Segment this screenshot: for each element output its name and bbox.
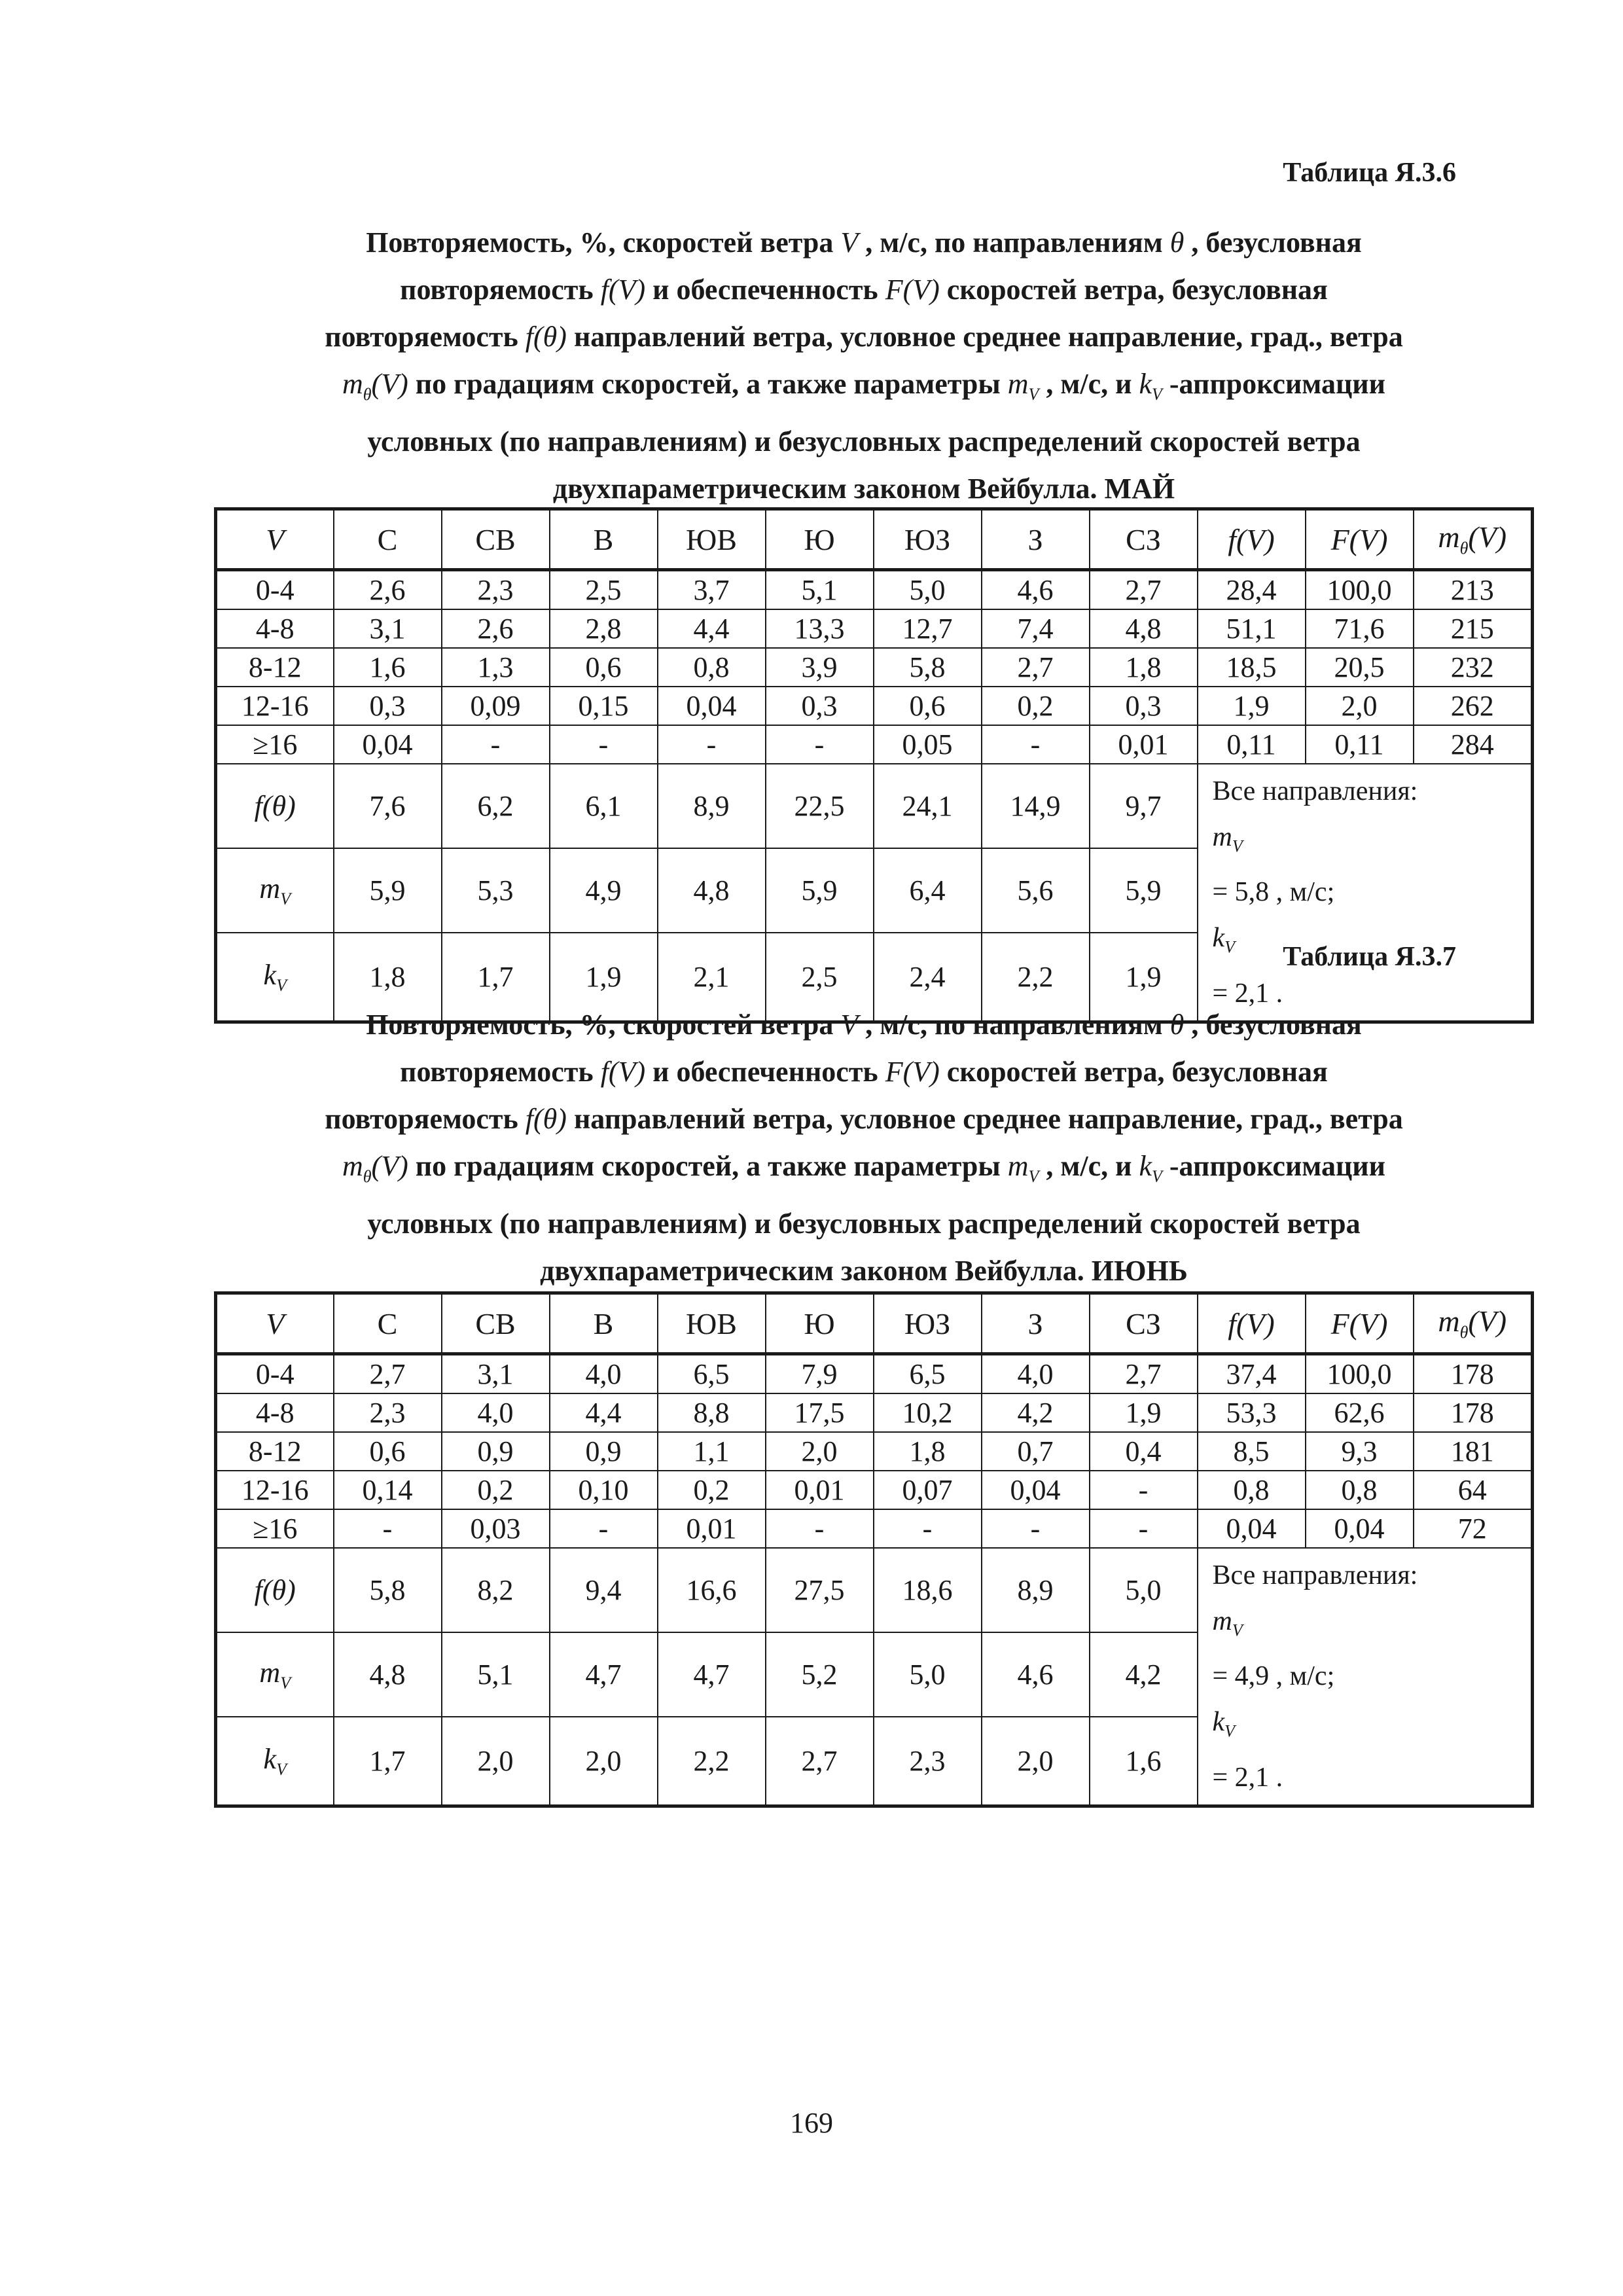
table-cell: 4,7	[658, 1632, 766, 1717]
table-cell: 0,6	[334, 1432, 442, 1471]
table-cell: 5,2	[766, 1632, 874, 1717]
table-cell: 0,4	[1090, 1432, 1198, 1471]
table-cell: -	[1090, 1509, 1198, 1548]
caption-line: двухпараметрическим законом Вейбулла. МАЙ	[552, 472, 1175, 505]
table-cell: 5,8	[874, 648, 982, 687]
table-cell: 20,5	[1306, 648, 1414, 687]
table-cell: 213	[1414, 570, 1533, 610]
table-cell: 5,1	[766, 570, 874, 610]
table-cell: -	[334, 1509, 442, 1548]
table-cell: 2,0	[442, 1717, 550, 1806]
table-cell: 4,6	[982, 570, 1090, 610]
table-cell: 5,6	[982, 848, 1090, 933]
parameter-row	[216, 1548, 1533, 1632]
table-label: Таблица Я.3.6	[1283, 158, 1456, 188]
table-cell: 0,2	[442, 1471, 550, 1509]
table-cell: 8,5	[1198, 1432, 1306, 1471]
table-cell: 0,09	[442, 687, 550, 725]
table-cell: 0,9	[550, 1432, 658, 1471]
table-cell: 0,01	[1090, 725, 1198, 764]
table-cell: 6,2	[442, 764, 550, 848]
parameter-name: f(θ)	[216, 1548, 334, 1632]
table-cell: 8,8	[658, 1393, 766, 1432]
table-cell: 6,5	[658, 1354, 766, 1394]
column-header: $m_\theta(V)$	[1414, 1293, 1533, 1354]
table-cell: 0,9	[442, 1432, 550, 1471]
caption-line: $m_\theta(V)$ по градациям скоростей, а также параметры $m_V$ , м/с, и $k_V$ -аппроксимации	[342, 368, 1386, 404]
table-cell: 5,8	[334, 1548, 442, 1632]
table-cell: 64	[1414, 1471, 1533, 1509]
table-cell: 0,04	[658, 687, 766, 725]
table-row	[216, 1393, 1533, 1432]
table-cell: -	[442, 725, 550, 764]
table-header-row	[216, 509, 1533, 570]
table-cell: 22,5	[766, 764, 874, 848]
table-cell: 2,5	[550, 570, 658, 610]
table-cell: 0,04	[1306, 1509, 1414, 1548]
table-cell: 2,1	[658, 933, 766, 1022]
all-directions-summary	[1198, 1548, 1533, 1806]
table-cell: 12,7	[874, 609, 982, 648]
column-header: СВ	[442, 509, 550, 570]
table-header-row	[216, 1293, 1533, 1354]
parameter-name: $m_V$	[216, 1632, 334, 1717]
table-cell: 1,9	[1090, 1393, 1198, 1432]
column-header: f(V)	[1198, 1293, 1306, 1354]
table-cell: -	[982, 1509, 1090, 1548]
table-cell: -	[766, 1509, 874, 1548]
column-header: V	[216, 509, 334, 570]
table-caption	[216, 219, 1512, 512]
table-cell: 5,1	[442, 1632, 550, 1717]
table-cell: 9,4	[550, 1548, 658, 1632]
table-cell: 2,0	[550, 1717, 658, 1806]
table-cell: 3,9	[766, 648, 874, 687]
table-cell: 71,6	[1306, 609, 1414, 648]
table-cell: 3,1	[334, 609, 442, 648]
table-cell: 2,6	[334, 570, 442, 610]
table-cell: 1,8	[874, 1432, 982, 1471]
table-cell: 9,7	[1090, 764, 1198, 848]
table-cell: 7,9	[766, 1354, 874, 1394]
summary-mv: $m_V$ = 4,9 , м/с;	[1212, 1606, 1335, 1692]
caption-line: Повторяемость, %, скоростей ветра V , м/с, по направлениям θ , безусловная	[366, 1009, 1362, 1041]
column-header: V	[216, 1293, 334, 1354]
table-cell: 0-4	[216, 1354, 334, 1394]
table-row	[216, 1471, 1533, 1509]
column-header: $m_\theta(V)$	[1414, 509, 1533, 570]
table-cell: -	[874, 1509, 982, 1548]
table-cell: 13,3	[766, 609, 874, 648]
table-cell: -	[550, 1509, 658, 1548]
table-cell: 1,8	[1090, 648, 1198, 687]
table-cell: 9,3	[1306, 1432, 1414, 1471]
table-cell: 4,9	[550, 848, 658, 933]
table-cell: 0,07	[874, 1471, 982, 1509]
table-cell: 1,9	[1090, 933, 1198, 1022]
table-cell: 8,9	[982, 1548, 1090, 1632]
table-cell: 12-16	[216, 687, 334, 725]
table-cell: 4,4	[658, 609, 766, 648]
table-cell: 10,2	[874, 1393, 982, 1432]
table-cell: 0,3	[334, 687, 442, 725]
column-header: ЮВ	[658, 509, 766, 570]
table-cell: 2,3	[334, 1393, 442, 1432]
table-cell: 8,2	[442, 1548, 550, 1632]
table-cell: 0,05	[874, 725, 982, 764]
table-cell: 3,7	[658, 570, 766, 610]
table-cell: 27,5	[766, 1548, 874, 1632]
table-cell: 181	[1414, 1432, 1533, 1471]
table-cell: 2,6	[442, 609, 550, 648]
table-cell: 0,8	[1306, 1471, 1414, 1509]
table-cell: 4,0	[550, 1354, 658, 1394]
table-cell: 2,7	[982, 648, 1090, 687]
table-cell: 6,5	[874, 1354, 982, 1394]
table-cell: 1,9	[1198, 687, 1306, 725]
table-cell: 178	[1414, 1393, 1533, 1432]
table-cell: 2,3	[442, 570, 550, 610]
column-header: Ю	[766, 509, 874, 570]
table-cell: 2,4	[874, 933, 982, 1022]
table-cell: 4,6	[982, 1632, 1090, 1717]
caption-line: Повторяемость, %, скоростей ветра V , м/с, по направлениям θ , безусловная	[366, 226, 1362, 259]
table-cell: 2,0	[1306, 687, 1414, 725]
table-cell: 0-4	[216, 570, 334, 610]
table-cell: 0,6	[550, 648, 658, 687]
table-cell: 1,7	[442, 933, 550, 1022]
column-header: Ю	[766, 1293, 874, 1354]
table-cell: 5,9	[334, 848, 442, 933]
table-cell: 2,2	[982, 933, 1090, 1022]
caption-line: повторяемость f(θ) направлений ветра, условное среднее направление, град., ветра	[325, 321, 1403, 353]
caption-line: $m_\theta(V)$ по градациям скоростей, а также параметры $m_V$ , м/с, и $k_V$ -аппроксимации	[342, 1150, 1386, 1186]
column-header: СВ	[442, 1293, 550, 1354]
table-cell: 18,6	[874, 1548, 982, 1632]
page-number: 169	[790, 2107, 833, 2139]
table-cell: 0,04	[1198, 1509, 1306, 1548]
parameter-name: $k_V$	[216, 1717, 334, 1806]
table-cell: 16,6	[658, 1548, 766, 1632]
table-cell: 5,9	[1090, 848, 1198, 933]
table-cell: 0,8	[1198, 1471, 1306, 1509]
summary-kv: $k_V$ = 2,1 .	[1212, 923, 1283, 1009]
table-cell: 1,6	[334, 648, 442, 687]
table-cell: 0,04	[982, 1471, 1090, 1509]
caption-line: повторяемость f(V) и обеспеченность F(V) скоростей ветра, безусловная	[400, 1056, 1328, 1088]
table-cell: 0,11	[1198, 725, 1306, 764]
table-cell: -	[982, 725, 1090, 764]
table-cell: 0,8	[658, 648, 766, 687]
table-cell: 5,9	[766, 848, 874, 933]
table-cell: 6,1	[550, 764, 658, 848]
table-row	[216, 1509, 1533, 1548]
table-cell: 53,3	[1198, 1393, 1306, 1432]
table-cell: 37,4	[1198, 1354, 1306, 1394]
table-cell: 284	[1414, 725, 1533, 764]
column-header: ЮВ	[658, 1293, 766, 1354]
table-caption	[216, 1001, 1512, 1295]
table-cell: -	[550, 725, 658, 764]
table-row	[216, 609, 1533, 648]
table-cell: 100,0	[1306, 570, 1414, 610]
table-cell: 0,2	[982, 687, 1090, 725]
table-cell: -	[1090, 1471, 1198, 1509]
table-cell: 8-12	[216, 648, 334, 687]
table-cell: 262	[1414, 687, 1533, 725]
table-cell: 0,04	[334, 725, 442, 764]
table-cell: 2,7	[1090, 570, 1198, 610]
table-row	[216, 648, 1533, 687]
table-cell: 0,03	[442, 1509, 550, 1548]
summary-mv: $m_V$ = 5,8 , м/с;	[1212, 822, 1335, 908]
column-header: F(V)	[1306, 509, 1414, 570]
table-cell: 0,6	[874, 687, 982, 725]
caption-line: условных (по направлениям) и безусловных распределений скоростей ветра	[367, 425, 1361, 457]
table-cell: 14,9	[982, 764, 1090, 848]
column-header: З	[982, 509, 1090, 570]
table-cell: -	[658, 725, 766, 764]
table-cell: 1,3	[442, 648, 550, 687]
table-cell: 0,3	[1090, 687, 1198, 725]
column-header: ЮЗ	[874, 1293, 982, 1354]
table-cell: 0,14	[334, 1471, 442, 1509]
table-cell: 5,0	[874, 570, 982, 610]
table-cell: 7,6	[334, 764, 442, 848]
table-cell: 2,7	[766, 1717, 874, 1806]
table-cell: 178	[1414, 1354, 1533, 1394]
table-cell: 6,4	[874, 848, 982, 933]
summary-kv: $k_V$ = 2,1 .	[1212, 1707, 1283, 1793]
table-cell: 1,9	[550, 933, 658, 1022]
table-row	[216, 1354, 1533, 1394]
all-directions-summary	[1198, 764, 1533, 1022]
table-cell: 18,5	[1198, 648, 1306, 687]
table-cell: 28,4	[1198, 570, 1306, 610]
table-cell: -	[766, 725, 874, 764]
table-cell: 2,2	[658, 1717, 766, 1806]
table-cell: ≥16	[216, 725, 334, 764]
parameter-name: $k_V$	[216, 933, 334, 1022]
table-cell: 2,0	[766, 1432, 874, 1471]
table-cell: 4,0	[982, 1354, 1090, 1394]
table-cell: 215	[1414, 609, 1533, 648]
table-cell: 0,01	[766, 1471, 874, 1509]
table-cell: 1,1	[658, 1432, 766, 1471]
column-header: СЗ	[1090, 509, 1198, 570]
table-label: Таблица Я.3.7	[1283, 942, 1456, 972]
table-cell: 7,4	[982, 609, 1090, 648]
table-cell: 4-8	[216, 1393, 334, 1432]
table-cell: 0,7	[982, 1432, 1090, 1471]
table-cell: 2,7	[334, 1354, 442, 1394]
table-cell: 0,11	[1306, 725, 1414, 764]
table-row	[216, 725, 1533, 764]
column-header: В	[550, 509, 658, 570]
column-header: ЮЗ	[874, 509, 982, 570]
table-cell: 1,6	[1090, 1717, 1198, 1806]
table-cell: 4,7	[550, 1632, 658, 1717]
caption-line: повторяемость f(V) и обеспеченность F(V) скоростей ветра, безусловная	[400, 274, 1328, 306]
table-cell: 2,5	[766, 933, 874, 1022]
table-cell: 62,6	[1306, 1393, 1414, 1432]
table-cell: 24,1	[874, 764, 982, 848]
column-header: f(V)	[1198, 509, 1306, 570]
table-cell: 0,01	[658, 1509, 766, 1548]
table-cell: 0,2	[658, 1471, 766, 1509]
table-cell: 1,7	[334, 1717, 442, 1806]
table-cell: 5,0	[1090, 1548, 1198, 1632]
caption-line: повторяемость f(θ) направлений ветра, условное среднее направление, град., ветра	[325, 1103, 1403, 1135]
table-cell: 232	[1414, 648, 1533, 687]
table-cell: 2,0	[982, 1717, 1090, 1806]
table-cell: 4,2	[982, 1393, 1090, 1432]
table-cell: 0,15	[550, 687, 658, 725]
table-cell: 100,0	[1306, 1354, 1414, 1394]
table-cell: 8-12	[216, 1432, 334, 1471]
column-header: В	[550, 1293, 658, 1354]
column-header: F(V)	[1306, 1293, 1414, 1354]
table-cell: 4,2	[1090, 1632, 1198, 1717]
table-cell: 8,9	[658, 764, 766, 848]
table-cell: 4-8	[216, 609, 334, 648]
table-cell: 12-16	[216, 1471, 334, 1509]
parameter-name: $m_V$	[216, 848, 334, 933]
table-cell: 5,0	[874, 1632, 982, 1717]
wind-table-june	[214, 1291, 1534, 1808]
table-cell: 51,1	[1198, 609, 1306, 648]
table-cell: 2,3	[874, 1717, 982, 1806]
column-header: С	[334, 509, 442, 570]
caption-line: условных (по направлениям) и безусловных распределений скоростей ветра	[367, 1207, 1361, 1240]
table-cell: 4,8	[1090, 609, 1198, 648]
table-cell: 2,8	[550, 609, 658, 648]
table-cell: 4,4	[550, 1393, 658, 1432]
table-cell: 4,8	[658, 848, 766, 933]
table-cell: 72	[1414, 1509, 1533, 1548]
table-row	[216, 687, 1533, 725]
table-cell: 2,7	[1090, 1354, 1198, 1394]
column-header: СЗ	[1090, 1293, 1198, 1354]
summary-title: Все направления:	[1212, 776, 1418, 806]
column-header: З	[982, 1293, 1090, 1354]
parameter-name: f(θ)	[216, 764, 334, 848]
table-cell: 0,3	[766, 687, 874, 725]
table-row	[216, 570, 1533, 610]
summary-title: Все направления:	[1212, 1560, 1418, 1590]
column-header: С	[334, 1293, 442, 1354]
table-cell: 4,0	[442, 1393, 550, 1432]
table-cell: 5,3	[442, 848, 550, 933]
table-cell: 1,8	[334, 933, 442, 1022]
table-row	[216, 1432, 1533, 1471]
table-cell: 17,5	[766, 1393, 874, 1432]
table-cell: 3,1	[442, 1354, 550, 1394]
table-cell: 4,8	[334, 1632, 442, 1717]
caption-line: двухпараметрическим законом Вейбулла. ИЮНЬ	[540, 1254, 1188, 1287]
table-cell: ≥16	[216, 1509, 334, 1548]
table-cell: 0,10	[550, 1471, 658, 1509]
parameter-row	[216, 764, 1533, 848]
